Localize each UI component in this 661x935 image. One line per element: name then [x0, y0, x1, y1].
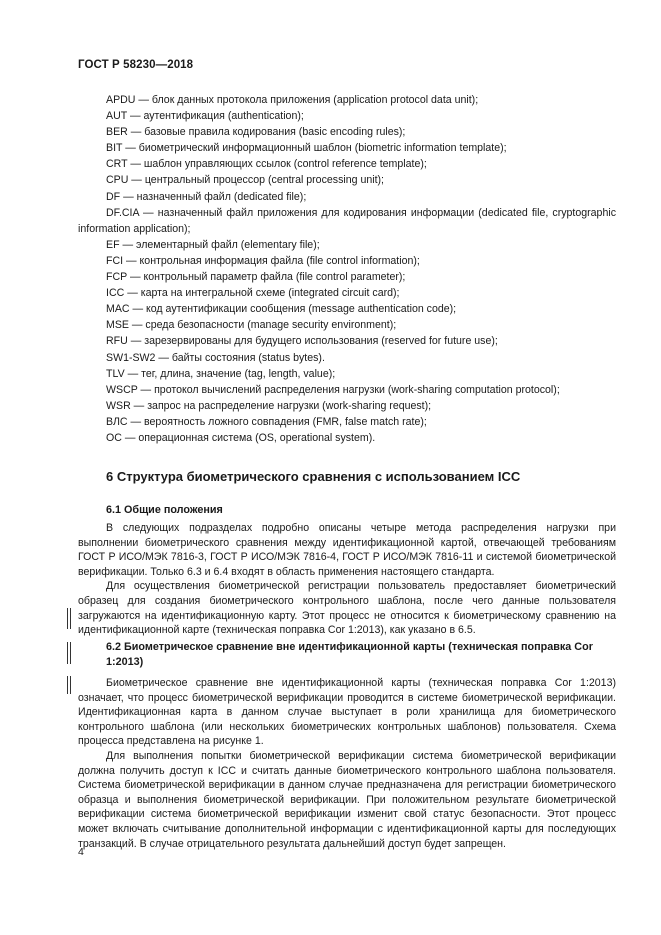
- subsection-6-1-body: [78, 521, 616, 638]
- abbreviations-list: [78, 92, 616, 446]
- abbreviation-item: FCI — контрольная информация файла (file control information);: [106, 254, 420, 267]
- subsection-6-1-heading: 6.1 Общие положения: [106, 504, 223, 516]
- page-number: 4: [78, 846, 84, 858]
- paragraph: В следующих подразделах подробно описаны четыре метода распределения нагрузки при выполнении биометрического сравнения между идентификационной картой, отвечающей требованиям ГОСТ Р ИСО/МЭК 7816-3, ГОСТ Р ИСО/МЭК 7816-4, ГОСТ Р ИСО/МЭК 7816-11 и системой биометрической верификации. Только 6.3 и 6.4 входят в область применения настоящего стандарта.: [78, 522, 616, 578]
- abbreviation-item: BIT — биометрический информационный шаблон (biometric information template);: [106, 142, 507, 155]
- abbreviation-item: BER — базовые правила кодирования (basic encoding rules);: [106, 126, 406, 139]
- abbreviation-item: CPU — центральный процессор (central processing unit);: [106, 174, 384, 187]
- change-bar: [67, 676, 70, 694]
- standard-header: ГОСТ Р 58230—2018: [78, 59, 194, 71]
- abbreviation-item: WSR — запрос на распределение нагрузки (work-sharing request);: [106, 399, 432, 412]
- abbreviation-item: AUT — аутентификация (authentication);: [106, 110, 304, 123]
- paragraph: Для выполнения попытки биометрической верификации система биометрической верификации должна получить доступ к ICC и считать данные биометрического контрольного шаблона пользователя. Система биометрической верификации в данном случае предназначена для регистрации биометрического образца и выполнения биометрической верификации. При положительном результате биометрической верификации система биометрической верификации изменит свой статус безопасности. Этот процесс может включать считывание дополнительной информации с идентификационной карты для последующих транзакций. В случае отрицательного результата дальнейший доступ будет запрещен.: [78, 749, 616, 850]
- change-bar: [67, 642, 70, 664]
- abbreviation-item: ICC — карта на интегральной схеме (integrated circuit card);: [106, 287, 400, 300]
- abbreviation-item: WSCP — протокол вычислений распределения нагрузки (work-sharing computation protocol);: [106, 383, 560, 396]
- change-bar: [67, 608, 70, 629]
- abbreviation-item: ОС — операционная система (OS, operational system).: [106, 431, 376, 444]
- abbreviation-item: MSE — среда безопасности (manage security environment);: [106, 319, 397, 332]
- abbreviation-item: CRT — шаблон управляющих ссылок (control reference template);: [106, 158, 427, 171]
- subsection-6-2-body: [78, 676, 616, 851]
- abbreviation-item: APDU — блок данных протокола приложения (application protocol data unit);: [106, 94, 479, 106]
- abbreviation-item: ВЛС — вероятность ложного совпадения (FMR, false match rate);: [106, 415, 427, 428]
- abbreviation-item: RFU — зарезервированы для будущего использования (reserved for future use);: [106, 335, 498, 348]
- paragraph: Для осуществления биометрической регистрации пользователь предоставляет биометрический образец для создания биометрического контрольного шаблона, после чего данные пользователя загружаются на идентификационную карту. Этот процесс не относится к биометрическому сравнению на идентификационной карте (техническая поправка Cor 1:2013), как указано в 6.5.: [78, 580, 616, 637]
- subsection-6-2-heading: 6.2 Биометрическое сравнение вне идентификационной карты (техническая поправка Cor 1:2013): [106, 641, 593, 668]
- paragraph: Биометрическое сравнение вне идентификационной карты (техническая поправка Cor 1:2013) означает, что процесс биометрической верификации проводится в системе биометрической верификации. Идентификационная карта в данном случае выступает в роли хранилища для биометрического контрольного шаблона (или нескольких биометрических контрольных шаблонов) пользователя. Схема процесса представлена на рисунке 1.: [78, 677, 616, 748]
- abbreviation-item: DF.CIA — назначенный файл приложения для кодирования информации (dedicated file, cryptographic information application);: [78, 206, 616, 235]
- abbreviation-item: DF — назначенный файл (dedicated file);: [106, 190, 307, 203]
- abbreviation-item: FCP — контрольный параметр файла (file control parameter);: [106, 271, 406, 284]
- abbreviation-item: TLV — тег, длина, значение (tag, length, value);: [106, 367, 336, 380]
- section-6-heading: 6 Структура биометрического сравнения с использованием ICC: [106, 469, 521, 484]
- abbreviation-item: MAC — код аутентификации сообщения (message authentication code);: [106, 303, 457, 316]
- abbreviation-item: EF — элементарный файл (elementary file);: [106, 238, 320, 251]
- abbreviation-item: SW1-SW2 — байты состояния (status bytes).: [106, 351, 325, 364]
